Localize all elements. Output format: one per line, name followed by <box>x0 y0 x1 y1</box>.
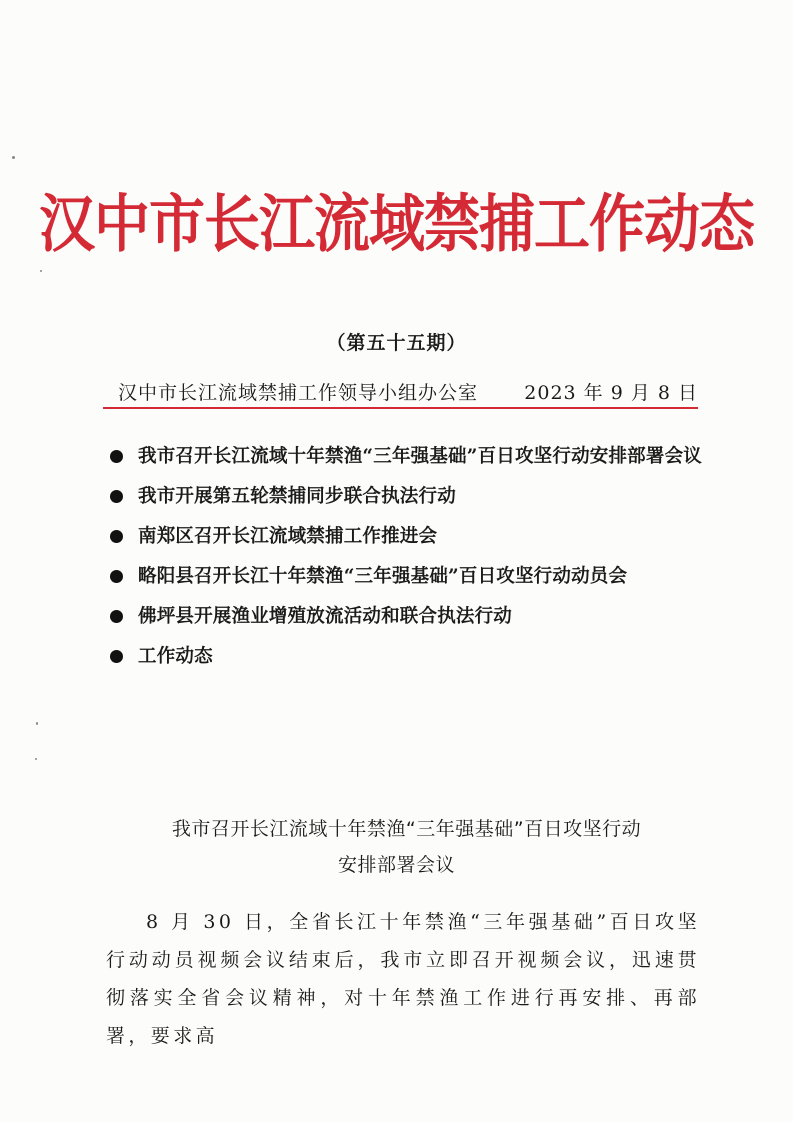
toc-item-label: 略阳县召开长江十年禁渔“三年强基础”百日攻坚行动动员会 <box>138 566 628 587</box>
toc-item <box>106 558 706 595</box>
scan-speck <box>40 270 42 272</box>
bullet-icon <box>110 570 123 583</box>
article-body: 8 月 30 日，全省长江十年禁渔“三年强基础”百日攻坚行动动员视频会议结束后，我市立即召开视频会议，迅速贯彻落实全省会议精神，对十年禁渔工作进行再安排、再部署，要求高 <box>106 911 700 1047</box>
toc-item <box>106 478 706 515</box>
bullet-icon <box>110 610 123 623</box>
table-of-contents <box>106 438 706 678</box>
issuer-line <box>118 378 698 405</box>
article-title-line-2: 安排部署会议 <box>337 854 455 876</box>
article-title-line-1: 我市召开长江流域十年禁渔“三年强基础”百日攻坚行动 <box>171 818 642 840</box>
bullet-icon <box>110 530 123 543</box>
publication-title: 汉中市长江流域禁捕工作动态 <box>39 187 754 261</box>
bullet-icon <box>110 450 123 463</box>
toc-item-label: 我市开展第五轮禁捕同步联合执法行动 <box>138 486 456 507</box>
red-divider-rule <box>103 407 698 409</box>
issue-number: （第五十五期） <box>326 332 467 354</box>
toc-item <box>106 438 706 475</box>
toc-item-label: 南郑区召开长江流域禁捕工作推进会 <box>138 526 438 547</box>
bullet-icon <box>110 490 123 503</box>
toc-item-label: 我市召开长江流域十年禁渔“三年强基础”百日攻坚行动安排部署会议 <box>138 446 702 467</box>
issuing-office: 汉中市长江流域禁捕工作领导小组办公室 <box>118 382 479 404</box>
scan-speck <box>35 758 37 760</box>
toc-item-label: 工作动态 <box>138 646 213 667</box>
bullet-icon <box>110 650 123 663</box>
issue-date: 2023 年 9 月 8 日 <box>524 382 698 404</box>
toc-item <box>106 638 706 675</box>
scan-speck <box>12 156 15 159</box>
toc-item-label: 佛坪县开展渔业增殖放流活动和联合执法行动 <box>138 606 513 627</box>
toc-item <box>106 598 706 635</box>
scan-speck <box>36 722 38 725</box>
toc-item <box>106 518 706 555</box>
